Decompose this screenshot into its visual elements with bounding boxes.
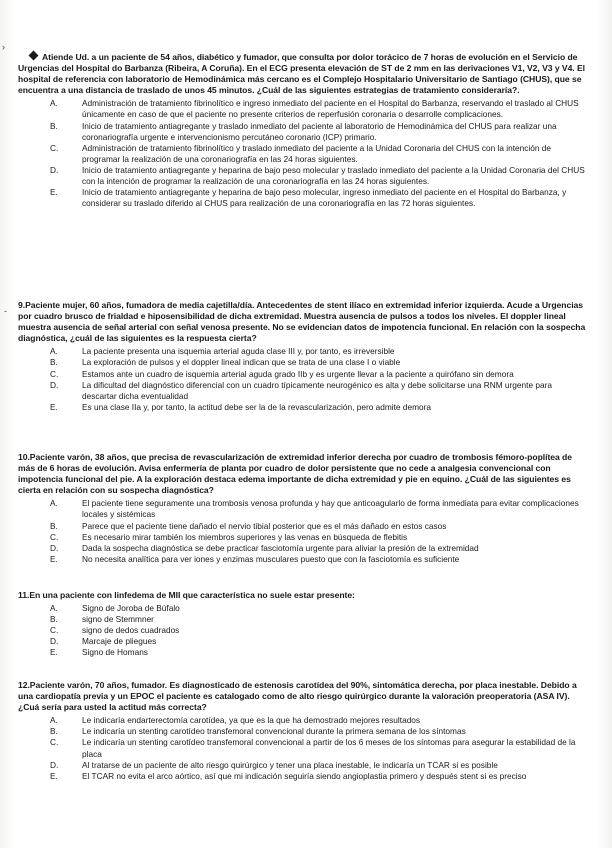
option-letter: C. <box>50 625 59 636</box>
option-c <box>18 625 590 636</box>
option-text: Signo de Homans <box>82 647 148 658</box>
option-letter: C. <box>50 142 59 153</box>
option-letter: B. <box>50 357 58 368</box>
option-e <box>18 554 590 565</box>
option-text: El paciente tiene seguramente una trombosis venosa profunda y hay que anticoagularlo de forma inmediata para evitar complicaciones locales y sistémicas <box>82 498 579 520</box>
option-d <box>18 760 590 771</box>
option-text: Marcaje de pliegues <box>82 636 157 647</box>
option-a <box>18 498 590 520</box>
option-b <box>18 521 590 532</box>
question-block-9 <box>18 300 590 413</box>
question-text: Paciente varón, 70 años, fumador. Es diagnosticado de estenosis carotídea del 90%, sintomática derecha, por placa inestable. Debido a una cardiopatía previa y un EPOC el paciente es catalogado como de alto riesgo quirúrgico durante la valoración preoperatoria (ASA IV). ¿Cuá sería para usted la actitud más correcta? <box>18 680 577 713</box>
option-letter: A. <box>50 715 58 726</box>
question-number: 10. <box>18 452 30 462</box>
question-number: 12. <box>18 680 30 690</box>
option-text: signo de Stemmner <box>82 614 154 625</box>
option-text: Es necesario mirar también los miembros superiores y las venas en búsqueda de flebitis <box>82 531 408 542</box>
question-text: Paciente varón, 38 años, que precisa de revascularización de extremidad inferior derecha por cuadro de trombosis fémoro-poplítea de más de 6 horas de evolución. Avisa enfermería de planta por cuadro de dolor persistente que no cede a analgesia convencional con impotencia funcional del pie. A la exploración destaca edema importante de dicha extremidad y pie en equino. ¿Cuál de las siguientes es cierta en relación con su sospecha diagnóstica? <box>18 452 572 496</box>
option-letter: A. <box>50 98 58 109</box>
option-letter: D. <box>50 379 59 390</box>
option-letter: D. <box>50 759 59 770</box>
option-b <box>18 121 590 143</box>
option-c <box>18 737 590 759</box>
option-b <box>18 726 590 737</box>
margin-mark: › <box>2 42 5 52</box>
option-text: Le indicaría endarterectomía carotídea, ya que es la que ha demostrado mejores resultados <box>82 715 421 726</box>
option-letter: E. <box>50 401 58 412</box>
option-a <box>18 715 590 726</box>
question-text: Paciente mujer, 60 años, fumadora de media cajetilla/día. Antecedentes de stent ilíaco en extremidad inferior izquierda. Acude a Urgencias por cuadro brusco de frialdad e hiposensibilidad de dicha extremidad. Muestra ausencia de pulsos a todos los niveles. El doppler lineal muestra ausencia de señal arterial con señal venosa presente. No se evidencian datos de impotencia funcional. En relación con la sospecha diagnóstica, ¿cuál de las siguientes es la respuesta cierta? <box>18 300 586 344</box>
option-letter: C. <box>50 737 59 748</box>
option-c <box>18 369 590 380</box>
option-text: La dificultad del diagnóstico diferencial con un cuadro típicamente neurogénico es alta y debe solicitarse una RNM urgente para descartar dicha eventualidad <box>82 379 552 401</box>
option-letter: E. <box>50 187 58 198</box>
option-text: Signo de Joroba de Búfalo <box>82 603 180 614</box>
question-text: Atiende Ud. a un paciente de 54 años, diabético y fumador, que consulta por dolor torácico de 7 horas de evolución en el Servicio de Urgencias del Hospital do Barbanza (Ribeira, A Coruña). En el ECG presenta elevación de ST de 2 mm en las derivaciones V1, V2, V3 y V4. El hospital de referencia con laboratorio de Hemodinámica más cercano es el Complejo Hospitalario Universitario de Santiago (CHUS), que se encuentra a una distancia de traslado de unos 45 minutos. ¿Cuál de las siguientes estrategias de tratamiento consideraría?. <box>18 52 586 96</box>
question-block-11 <box>18 590 590 659</box>
option-e <box>18 771 590 782</box>
option-letter: B. <box>50 726 58 737</box>
option-text: El TCAR no evita el arco aórtico, así que mi indicación seguiría siendo angioplastia primero y después stent si es preciso <box>82 770 527 781</box>
option-e <box>18 187 590 209</box>
option-text: Es una clase IIa y, por tanto, la actitud debe ser la de la revascularización, pero admite demora <box>82 401 431 412</box>
option-letter: A. <box>50 603 58 614</box>
option-c <box>18 532 590 543</box>
option-text: Inicio de tratamiento antiagregante y traslado inmediato del paciente al laboratorio de Hemodinámica del CHUS para realizar una coronariografía urgente e intervencionismo percutáneo coronario (ICP) primario. <box>82 120 557 142</box>
option-e <box>18 647 590 658</box>
question-stem <box>18 52 590 96</box>
option-d <box>18 636 590 647</box>
option-text: Le indicaría un stenting carotídeo transfemoral convencional durante la primera semana de los síntomas <box>82 726 466 737</box>
option-letter: E. <box>50 553 58 564</box>
option-text: La exploración de pulsos y el doppler lineal indican que se trata de una clase I o viable <box>82 357 401 368</box>
option-c <box>18 143 590 165</box>
option-text: signo de dedos cuadrados <box>82 625 180 636</box>
option-letter: D. <box>50 542 59 553</box>
question-block-12 <box>18 680 590 782</box>
question-number: 9. <box>18 300 26 310</box>
option-e <box>18 402 590 413</box>
option-text: Estamos ante un cuadro de isquemia arterial aguda grado IIb y es urgente llevar a la paciente a quirófano sin demora <box>82 368 514 379</box>
option-letter: D. <box>50 164 59 175</box>
margin-dash: - <box>4 306 7 316</box>
question-stem <box>18 590 590 601</box>
option-text: Administración de tratamiento fibrinolítico e ingreso inmediato del paciente en el Hospital do Barbanza, reservando el traslado al CHUS únicamente en caso de que el paciente no presente criterios de reperfusión coronaria o desarrolle complicaciones. <box>82 98 579 120</box>
option-text: Le indicaría un stenting carotídeo transfemoral convencional a partir de los 6 meses de los síntomas para asegurar la estabilidad de la placa <box>82 737 576 759</box>
question-block-8 <box>18 52 590 209</box>
option-a <box>18 346 590 357</box>
question-stem <box>18 680 590 713</box>
option-text: Dada la sospecha diagnóstica se debe practicar fasciotomía urgente para aliviar la presión de la extremidad <box>82 542 479 553</box>
option-text: No necesita analítica para ver iones y enzimas musculares puesto que con la fasciotomía es suficiente <box>82 553 460 564</box>
option-letter: C. <box>50 368 59 379</box>
option-b <box>18 614 590 625</box>
question-stem <box>18 452 590 496</box>
option-letter: A. <box>50 498 58 509</box>
option-a <box>18 603 590 614</box>
bullet-icon <box>29 51 39 61</box>
option-d <box>18 165 590 187</box>
option-letter: B. <box>50 614 58 625</box>
option-text: La paciente presenta una isquemia arterial aguda clase III y, por tanto, es irreversible <box>82 346 395 357</box>
option-text: Al tratarse de un paciente de alto riesgo quirúrgico y tener una placa inestable, le indicaría un TCAR si es posible <box>82 759 498 770</box>
option-d <box>18 380 590 402</box>
option-letter: D. <box>50 636 59 647</box>
option-letter: E. <box>50 770 58 781</box>
option-letter: A. <box>50 346 58 357</box>
option-letter: E. <box>50 647 58 658</box>
question-text: En una paciente con linfedema de MII que característica no suele estar presente: <box>29 590 355 600</box>
question-stem <box>18 300 590 344</box>
option-letter: C. <box>50 531 59 542</box>
option-text: Parece que el paciente tiene dañado el nervio tibial posterior que es el más dañado en estos casos <box>82 520 447 531</box>
option-text: Inicio de tratamiento antiagregante y heparina de bajo peso molecular, ingreso inmediato del paciente en el Hospital do Barbanza, y considerar su traslado diferido al CHUS para realización de una coronariografía en las 72 horas siguientes. <box>82 187 567 209</box>
option-text: Administración de tratamiento fibrinolítico y traslado inmediato del paciente a la Unidad Coronaria del CHUS con la intención de programar la realización de una coronariografía en las 24 horas siguientes. <box>82 142 552 164</box>
question-block-10 <box>18 452 590 565</box>
option-b <box>18 357 590 368</box>
option-letter: B. <box>50 520 58 531</box>
option-text: Inicio de tratamiento antiagregante y heparina de bajo peso molecular y traslado inmediato del paciente a la Unidad Coronaria del CHUS con la intención de programar la realización de una coronariografía en las 24 horas siguientes. <box>82 164 585 187</box>
option-a <box>18 98 590 120</box>
option-d <box>18 543 590 554</box>
option-letter: B. <box>50 120 58 131</box>
question-number: 11. <box>18 590 30 600</box>
